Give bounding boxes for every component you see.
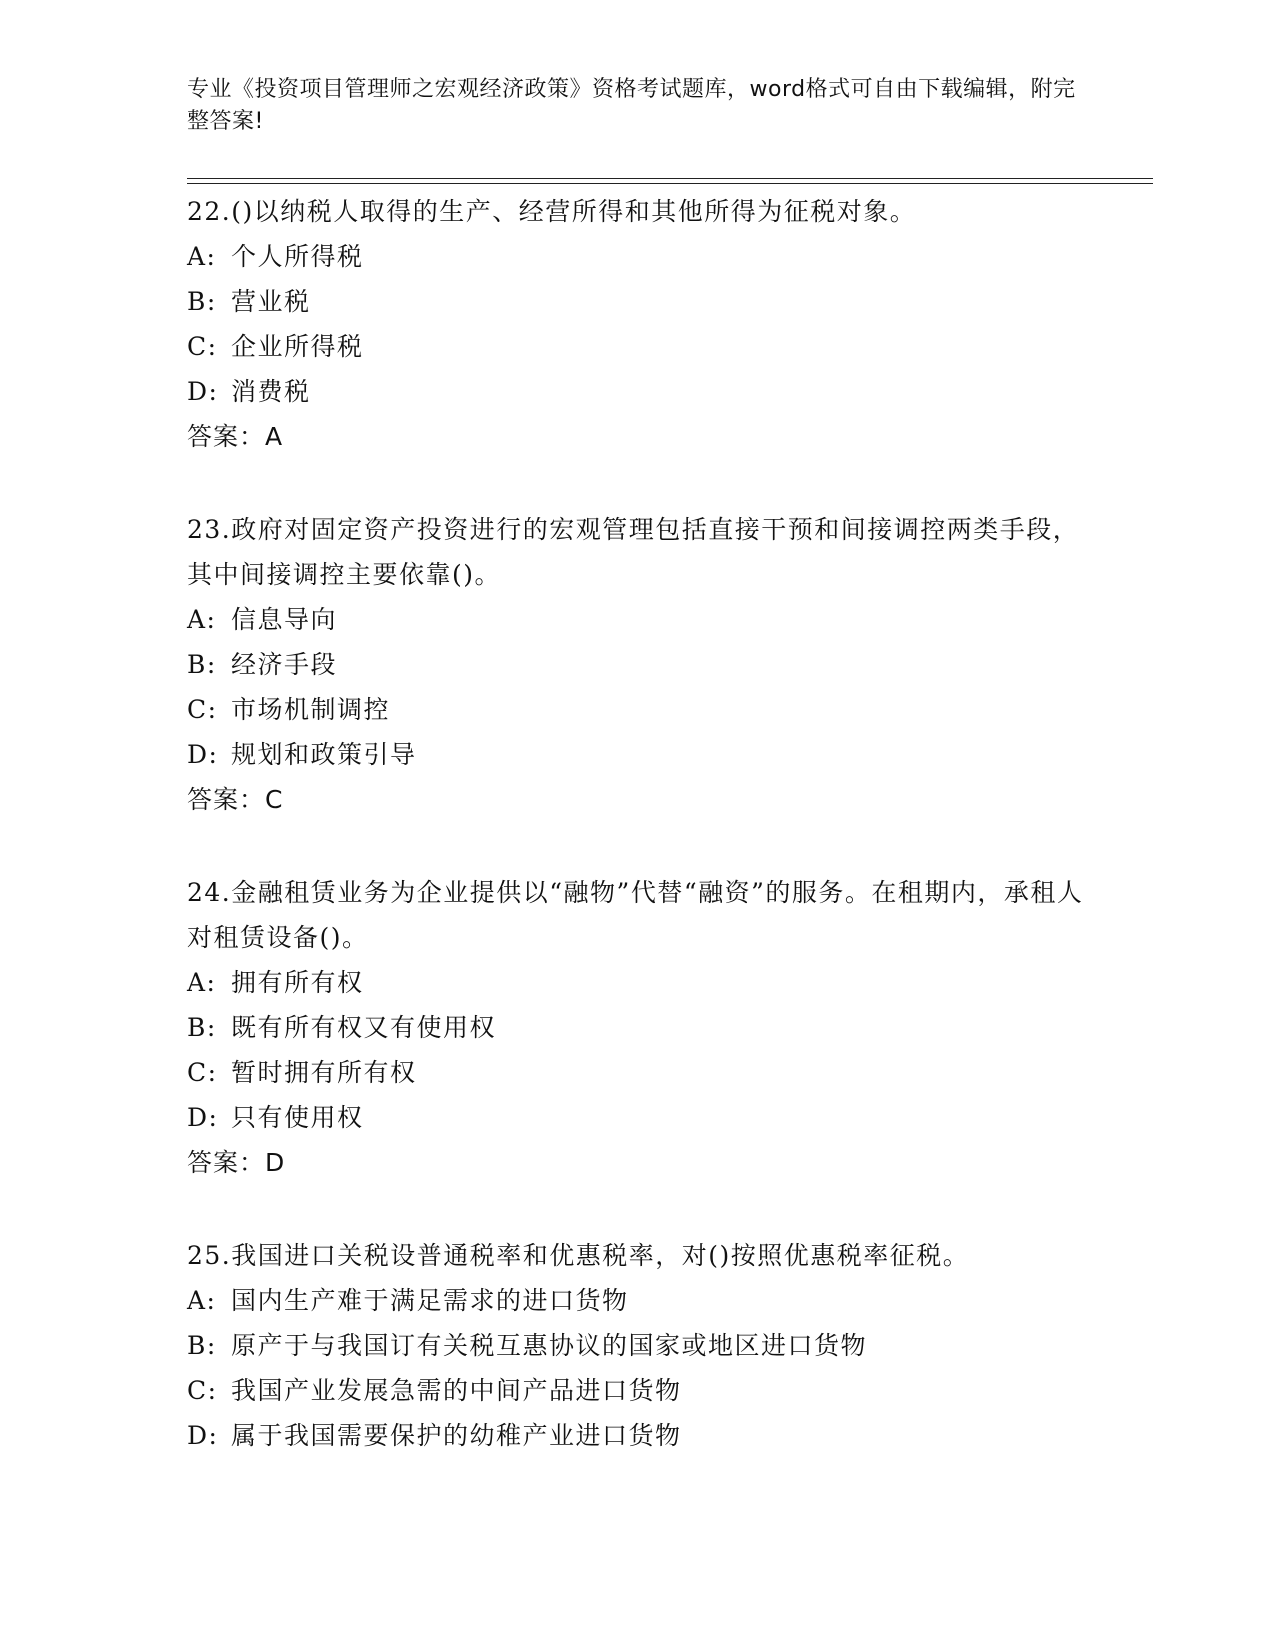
question-24 [187,870,1087,1185]
option-d [187,732,1087,777]
option-text: 既有所有权又有使用权 [231,1013,497,1042]
option-text: 企业所得税 [231,332,364,361]
option-text: 信息导向 [231,605,338,634]
option-text: 只有使用权 [231,1103,364,1132]
option-a [187,234,1087,279]
option-d [187,1095,1087,1140]
option-text: 规划和政策引导 [231,740,417,769]
option-letter: C: [187,1058,218,1087]
document-header: 专业《投资项目管理师之宏观经济政策》资格考试题库，word格式可自由下载编辑，附完整答案! [187,77,1076,134]
option-text: 个人所得税 [231,242,364,271]
option-letter: B: [187,1331,217,1360]
option-text: 暂时拥有所有权 [231,1058,417,1087]
option-letter: A: [187,1286,217,1315]
option-letter: D: [187,1421,219,1450]
option-a [187,597,1087,642]
question-text: 25.我国进口关税设普通税率和优惠税率，对()按照优惠税率征税。 [187,1241,970,1270]
option-text: 市场机制调控 [231,695,391,724]
option-letter: C: [187,332,218,361]
answer-line: 答案：D [187,1148,286,1177]
option-a [187,1278,1087,1323]
option-b [187,642,1087,687]
option-b [187,1005,1087,1050]
option-text: 属于我国需要保护的幼稚产业进口货物 [231,1421,682,1450]
option-letter: B: [187,650,217,679]
option-letter: C: [187,1376,218,1405]
answer-line: 答案：C [187,785,284,814]
option-letter: D: [187,740,219,769]
question-22 [187,189,1087,459]
option-d [187,1413,1087,1458]
question-25 [187,1233,1087,1458]
option-c [187,687,1087,732]
option-letter: A: [187,968,217,997]
question-text: 22.()以纳税人取得的生产、经营所得和其他所得为征税对象。 [187,197,917,226]
option-letter: C: [187,695,218,724]
option-text: 营业税 [231,287,311,316]
option-b [187,279,1087,324]
option-b [187,1323,1087,1368]
option-letter: B: [187,1013,217,1042]
option-text: 消费税 [231,377,311,406]
option-c [187,1050,1087,1095]
question-text: 23.政府对固定资产投资进行的宏观管理包括直接干预和间接调控两类手段，其中间接调控主要依靠()。 [187,515,1080,589]
option-c [187,1368,1087,1413]
question-text: 24.金融租赁业务为企业提供以“融物”代替“融资”的服务。在租期内，承租人对租赁设备()。 [187,878,1084,952]
header-divider-bottom [187,183,1153,184]
option-a [187,960,1087,1005]
option-text: 我国产业发展急需的中间产品进口货物 [231,1376,682,1405]
option-letter: B: [187,287,217,316]
option-letter: A: [187,605,217,634]
question-23 [187,507,1087,822]
option-text: 国内生产难于满足需求的进口货物 [231,1286,629,1315]
option-text: 拥有所有权 [231,968,364,997]
option-d [187,369,1087,414]
option-text: 原产于与我国订有关税互惠协议的国家或地区进口货物 [231,1331,868,1360]
option-letter: D: [187,1103,219,1132]
header-divider-top [187,178,1153,179]
option-text: 经济手段 [231,650,338,679]
option-letter: D: [187,377,219,406]
answer-line: 答案：A [187,422,284,451]
option-letter: A: [187,242,217,271]
option-c [187,324,1087,369]
